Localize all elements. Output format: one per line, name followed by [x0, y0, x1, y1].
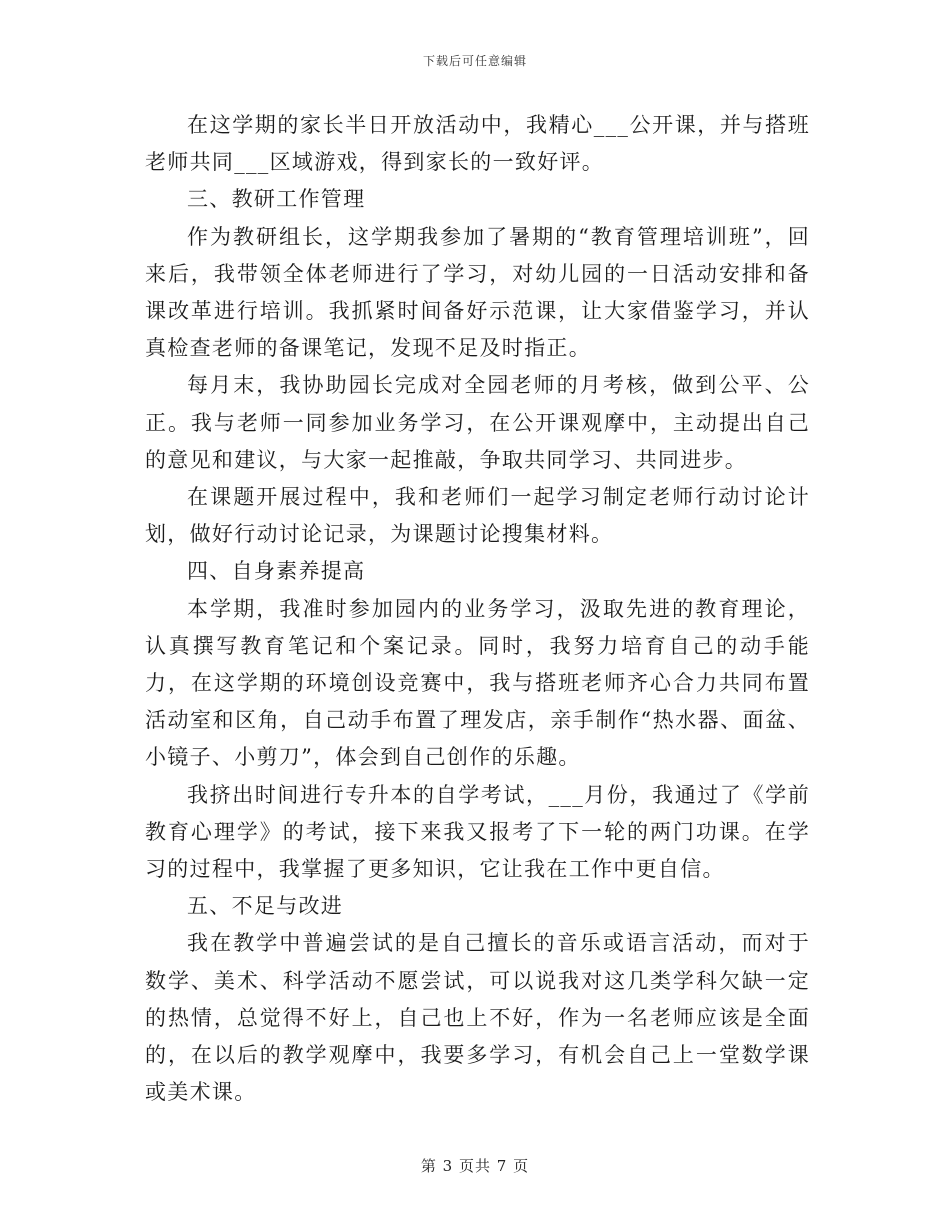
page-footer-page-number: 第 3 页共 7 页	[420, 1157, 530, 1175]
section-heading-research-management: 三、教研工作管理	[187, 187, 366, 212]
section-heading-self-improvement: 四、自身素养提高	[187, 559, 366, 584]
paragraph-self-study: 本学期，我准时参加园内的业务学习，汲取先进的教育理论，认真撰写教育笔记和个案记录。同时，我努力培育自己的动手能力，在这学期的环境创设竞赛中，我与搭班老师齐心合力共同布置活动室和区角，自己动手布置了理发店，亲手制作“热水器、面盆、小镜子、小剪刀”，体会到自己创作的乐趣。	[145, 596, 810, 770]
paragraph-research-leader: 作为教研组长，这学期我参加了暑期的“教育管理培训班”，回来后，我带领全体老师进行了学习，对幼儿园的一日活动安排和备课改革进行培训。我抓紧时间备好示范课，让大家借鉴学习，并认真检查老师的备课笔记，发现不足及时指正。	[145, 224, 810, 361]
paragraph-research-topic: 在课题开展过程中，我和老师们一起学习制定老师行动讨论计划，做好行动讨论记录，为课题讨论搜集材料。	[145, 485, 810, 547]
paragraph-exam: 我挤出时间进行专升本的自学考试，___月份，我通过了《学前教育心理学》的考试，接下来我又报考了下一轮的两门功课。在学习的过程中，我掌握了更多知识，它让我在工作中更自信。	[145, 782, 810, 882]
paragraph-monthly-assessment: 每月末，我协助园长完成对全园老师的月考核，做到公平、公正。我与老师一同参加业务学习，在公开课观摩中，主动提出自己的意见和建议，与大家一起推敲，争取共同学习、共同进步。	[145, 373, 810, 472]
page-header: 下载后可任意编辑	[422, 54, 527, 68]
section-heading-shortcomings: 五、不足与改进	[187, 894, 344, 919]
paragraph-open-day: 在这学期的家长半日开放活动中，我精心___公开课，并与搭班老师共同___区域游戏，得到家长的一致好评。	[145, 113, 810, 175]
paragraph-shortcomings: 我在教学中普遍尝试的是自己擅长的音乐或语言活动，而对于数学、美术、科学活动不愿尝试，可以说我对这几类学科欠缺一定的热情，总觉得不好上，自己也上不好，作为一名老师应该是全面的，在以后的教学观摩中，我要多学习，有机会自己上一堂数学课或美术课。	[145, 931, 810, 1105]
document-body	[145, 107, 810, 1111]
